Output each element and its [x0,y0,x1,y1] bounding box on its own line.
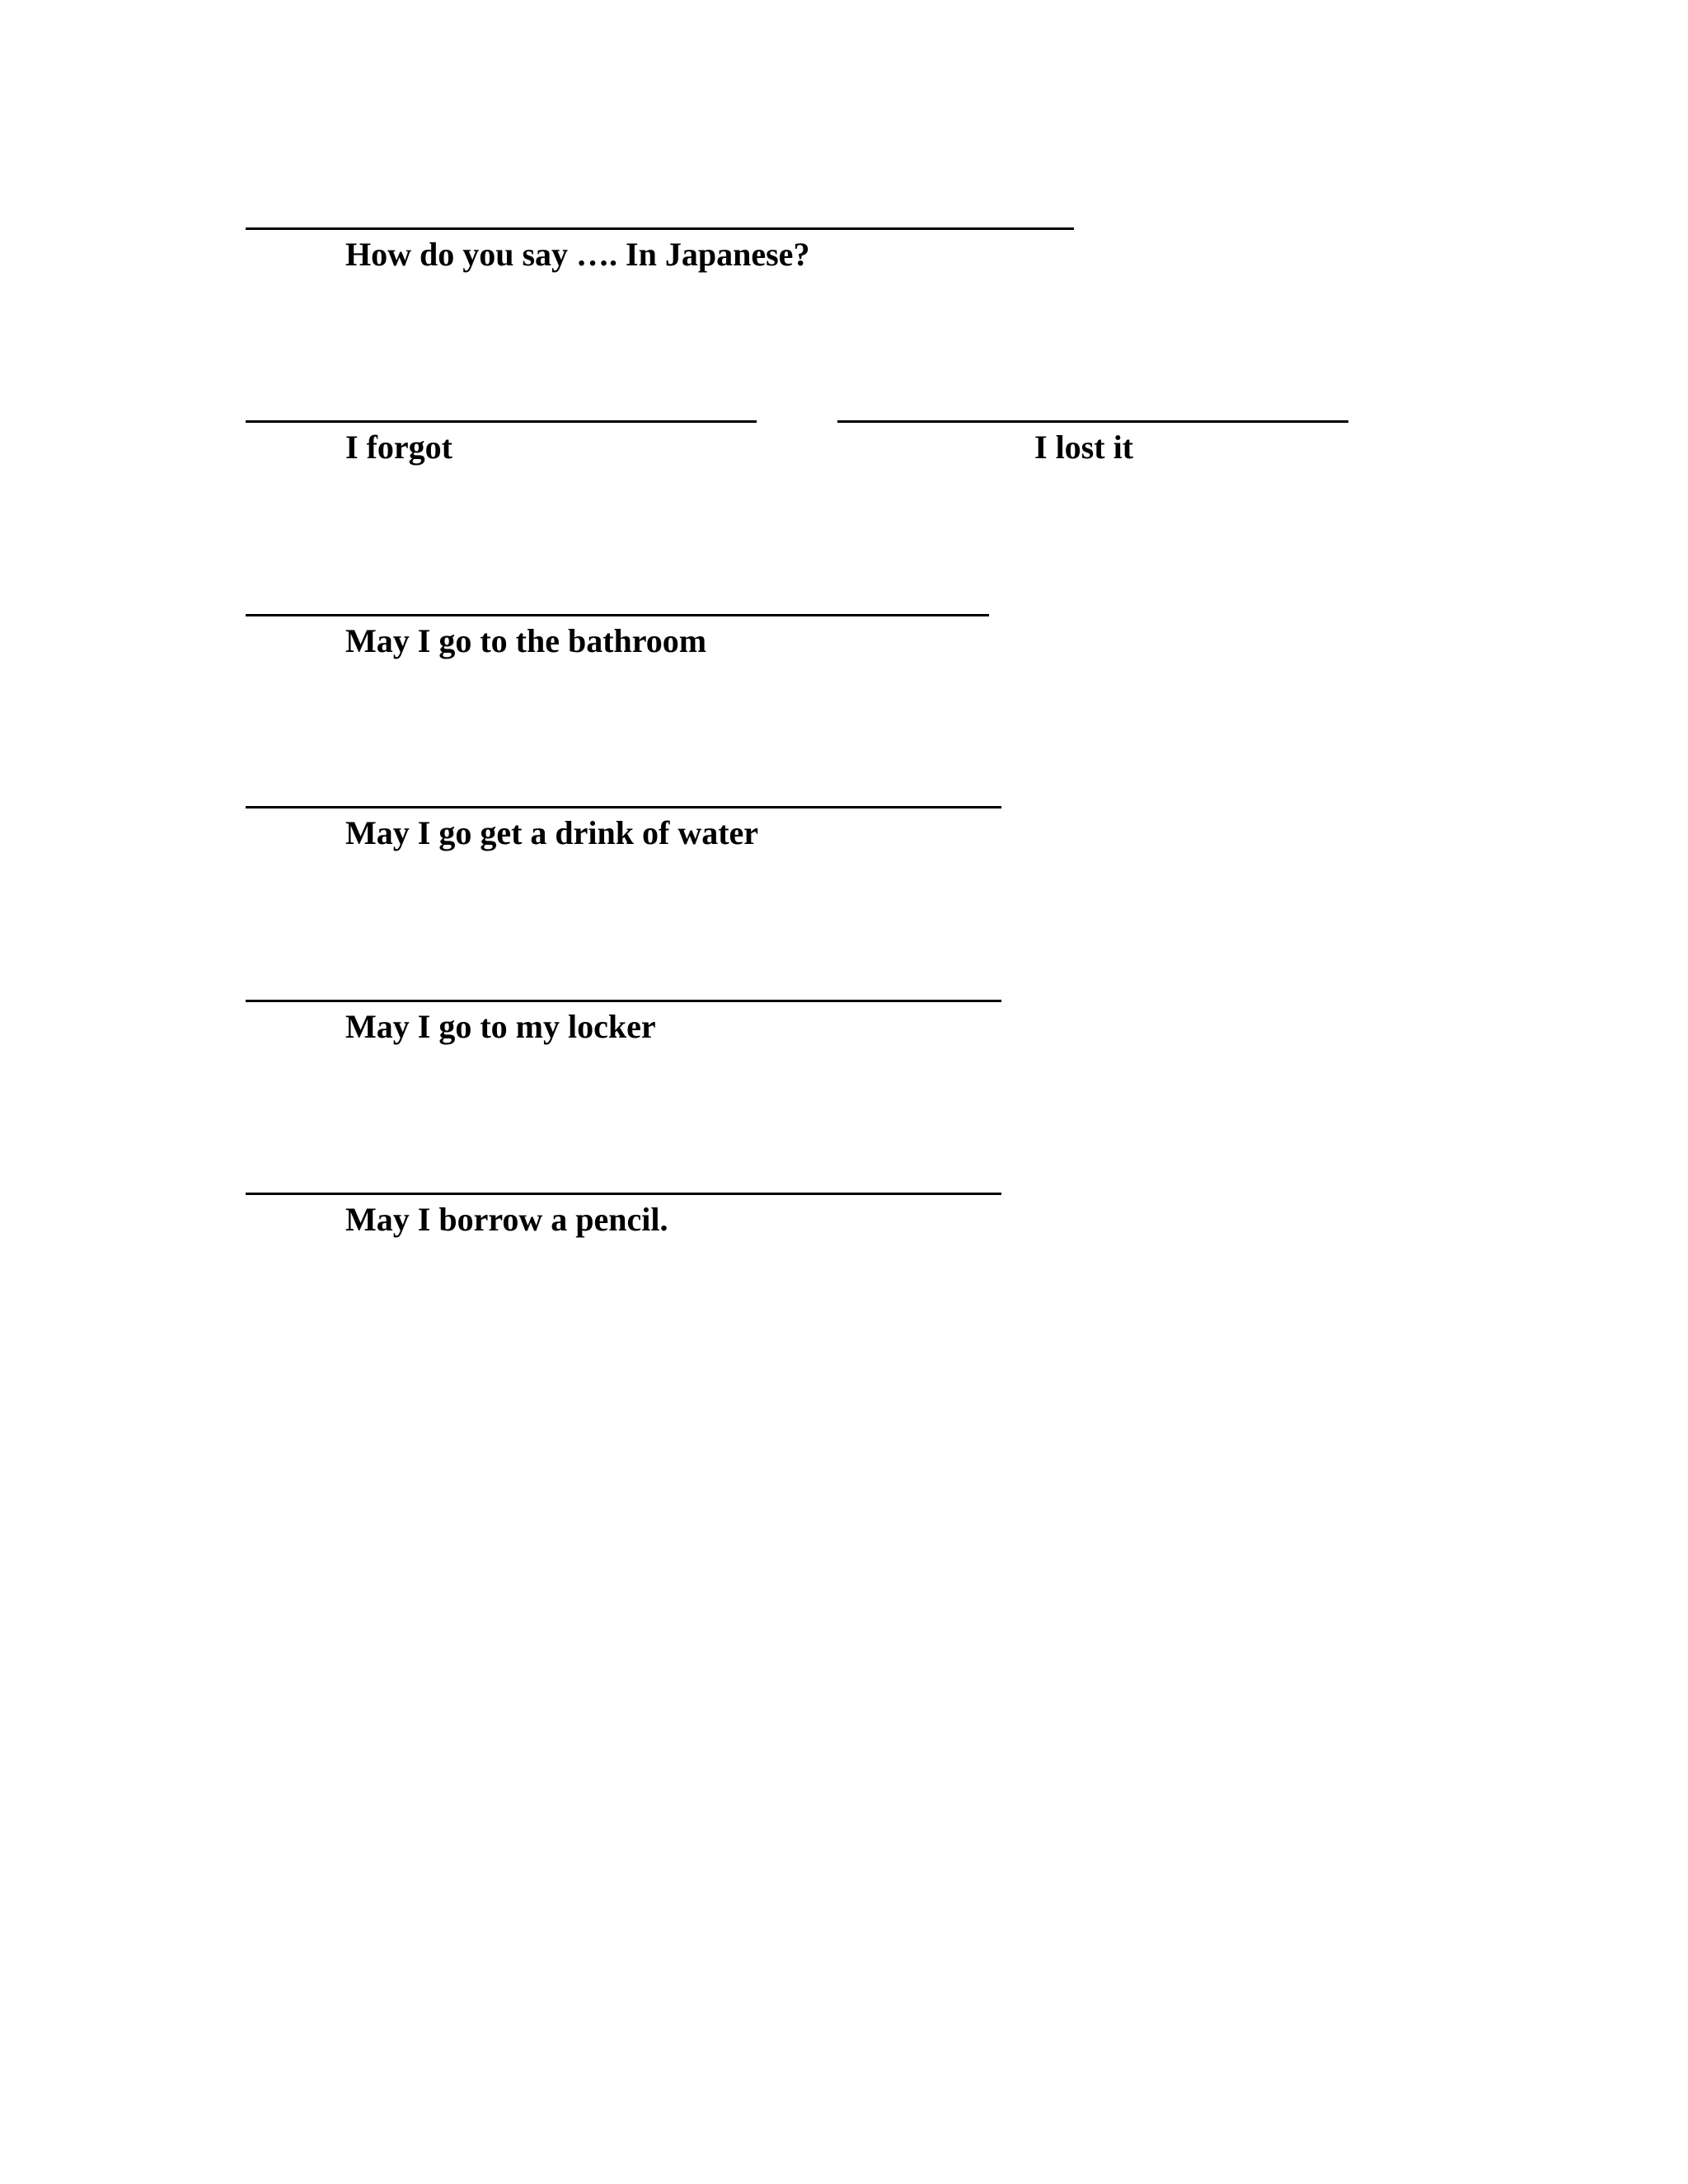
answer-line-i-lost-it [837,420,1348,423]
answer-line-i-forgot [246,420,757,423]
prompt-i-lost-it: I lost it [1034,429,1133,466]
prompt-pencil: May I borrow a pencil. [345,1201,668,1238]
prompt-i-forgot: I forgot [345,429,452,466]
answer-line-bathroom [246,614,989,616]
answer-line-locker [246,1000,1001,1002]
prompt-how-do-you-say: How do you say …. In Japanese? [345,236,810,273]
prompt-bathroom: May I go to the bathroom [345,622,707,659]
prompt-locker: May I go to my locker [345,1008,656,1045]
answer-line-how-do-you-say [246,227,1074,230]
answer-line-drink-of-water [246,806,1001,808]
answer-line-pencil [246,1193,1001,1195]
prompt-drink-of-water: May I go get a drink of water [345,814,759,851]
